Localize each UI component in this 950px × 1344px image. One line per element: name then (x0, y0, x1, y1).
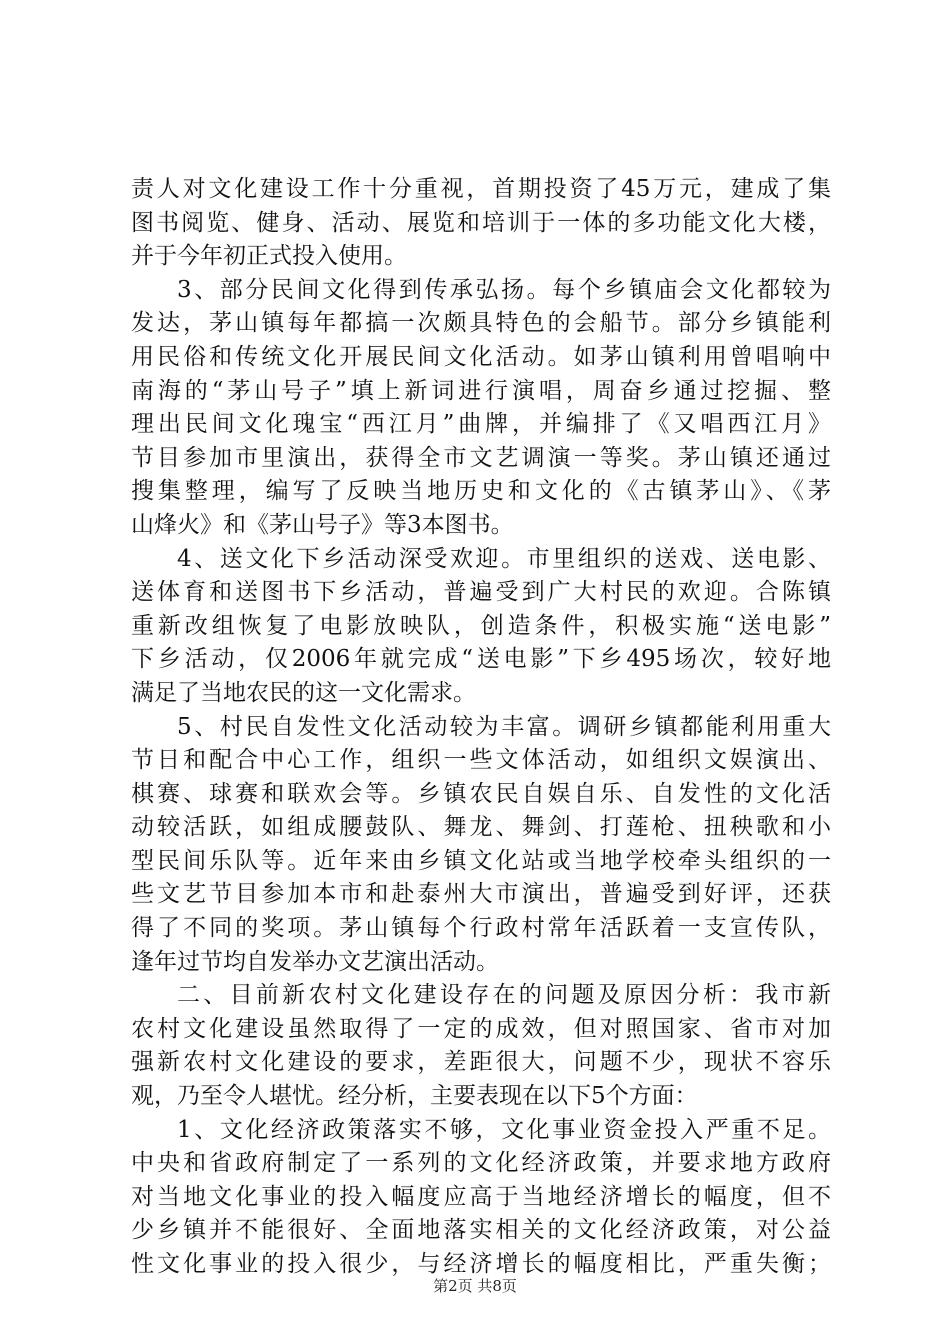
text-line: 并于今年初正式投入使用。 (131, 243, 407, 270)
text-line: 农村文化建设虽然取得了一定的成效，但对照国家、省市对加 (131, 1015, 831, 1042)
text-line: 中央和省政府制定了一系列的文化经济政策，并要求地方政府 (131, 1150, 831, 1177)
text-line: 3、部分民间文化得到传承弘扬。每个乡镇庙会文化都较为 (177, 276, 831, 303)
text-line: 得了不同的奖项。茅山镇每个行政村常年活跃着一支宣传队， (131, 915, 831, 942)
text-line: 少乡镇并不能很好、全面地落实相关的文化经济政策，对公益 (131, 1217, 831, 1244)
text-line: 1、文化经济政策落实不够，文化事业资金投入严重不足。 (177, 1116, 831, 1143)
text-line: 用民俗和传统文化开展民间文化活动。如茅山镇利用曾唱响中 (131, 343, 831, 370)
text-line: 重新改组恢复了电影放映队，创造条件，积极实施“送电影” (131, 612, 831, 639)
text-line: 二、目前新农村文化建设存在的问题及原因分析：我市新 (177, 982, 831, 1009)
page-number-footer: 第2页 共8页 (433, 1277, 517, 1295)
text-line: 图书阅览、健身、活动、展览和培训于一体的多功能文化大楼， (131, 209, 831, 236)
text-line: 理出民间文化瑰宝“西江月”曲牌，并编排了《又唱西江月》 (131, 411, 831, 438)
text-line: 南海的“茅山号子”填上新词进行演唱，周奋乡通过挖掘、整 (131, 377, 831, 404)
text-line: 发达，茅山镇每年都搞一次颇具特色的会船节。部分乡镇能利 (131, 310, 831, 337)
text-line: 观，乃至令人堪忧。经分析，主要表现在以下5个方面： (131, 1083, 698, 1110)
text-line: 强新农村文化建设的要求，差距很大，问题不少，现状不容乐 (131, 1049, 831, 1076)
document-body (131, 173, 831, 1282)
text-line: 满足了当地农民的这一文化需求。 (131, 679, 476, 706)
text-line: 动较活跃，如组成腰鼓队、舞龙、舞剑、打莲枪、扭秧歌和小 (131, 814, 831, 841)
text-line: 型民间乐队等。近年来由乡镇文化站或当地学校牵头组织的一 (131, 847, 831, 874)
text-line: 对当地文化事业的投入幅度应高于当地经济增长的幅度，但不 (131, 1183, 831, 1210)
text-line: 节日和配合中心工作，组织一些文体活动，如组织文娱演出、 (131, 747, 831, 774)
text-line: 下乡活动，仅2006年就完成“送电影”下乡495场次，较好地 (131, 646, 831, 673)
text-line: 5、村民自发性文化活动较为丰富。调研乡镇都能利用重大 (177, 713, 831, 740)
text-line: 棋赛、球赛和联欢会等。乡镇农民自娱自乐、自发性的文化活 (131, 780, 831, 807)
text-line: 4、送文化下乡活动深受欢迎。市里组织的送戏、送电影、 (177, 545, 831, 572)
text-line: 逢年过节均自发举办文艺演出活动。 (131, 948, 499, 975)
text-line: 性文化事业的投入很少，与经济增长的幅度相比，严重失衡； (131, 1251, 831, 1277)
text-line: 些文艺节目参加本市和赴泰州大市演出，普遍受到好评，还获 (131, 881, 831, 908)
text-line: 节目参加市里演出，获得全市文艺调演一等奖。茅山镇还通过 (131, 444, 831, 471)
text-line: 送体育和送图书下乡活动，普遍受到广大村民的欢迎。合陈镇 (131, 579, 831, 606)
text-line: 山烽火》和《茅山号子》等3本图书。 (131, 511, 514, 538)
text-line: 搜集整理，编写了反映当地历史和文化的《古镇茅山》、《茅 (131, 478, 831, 505)
text-line: 责人对文化建设工作十分重视，首期投资了45万元，建成了集 (131, 176, 831, 202)
